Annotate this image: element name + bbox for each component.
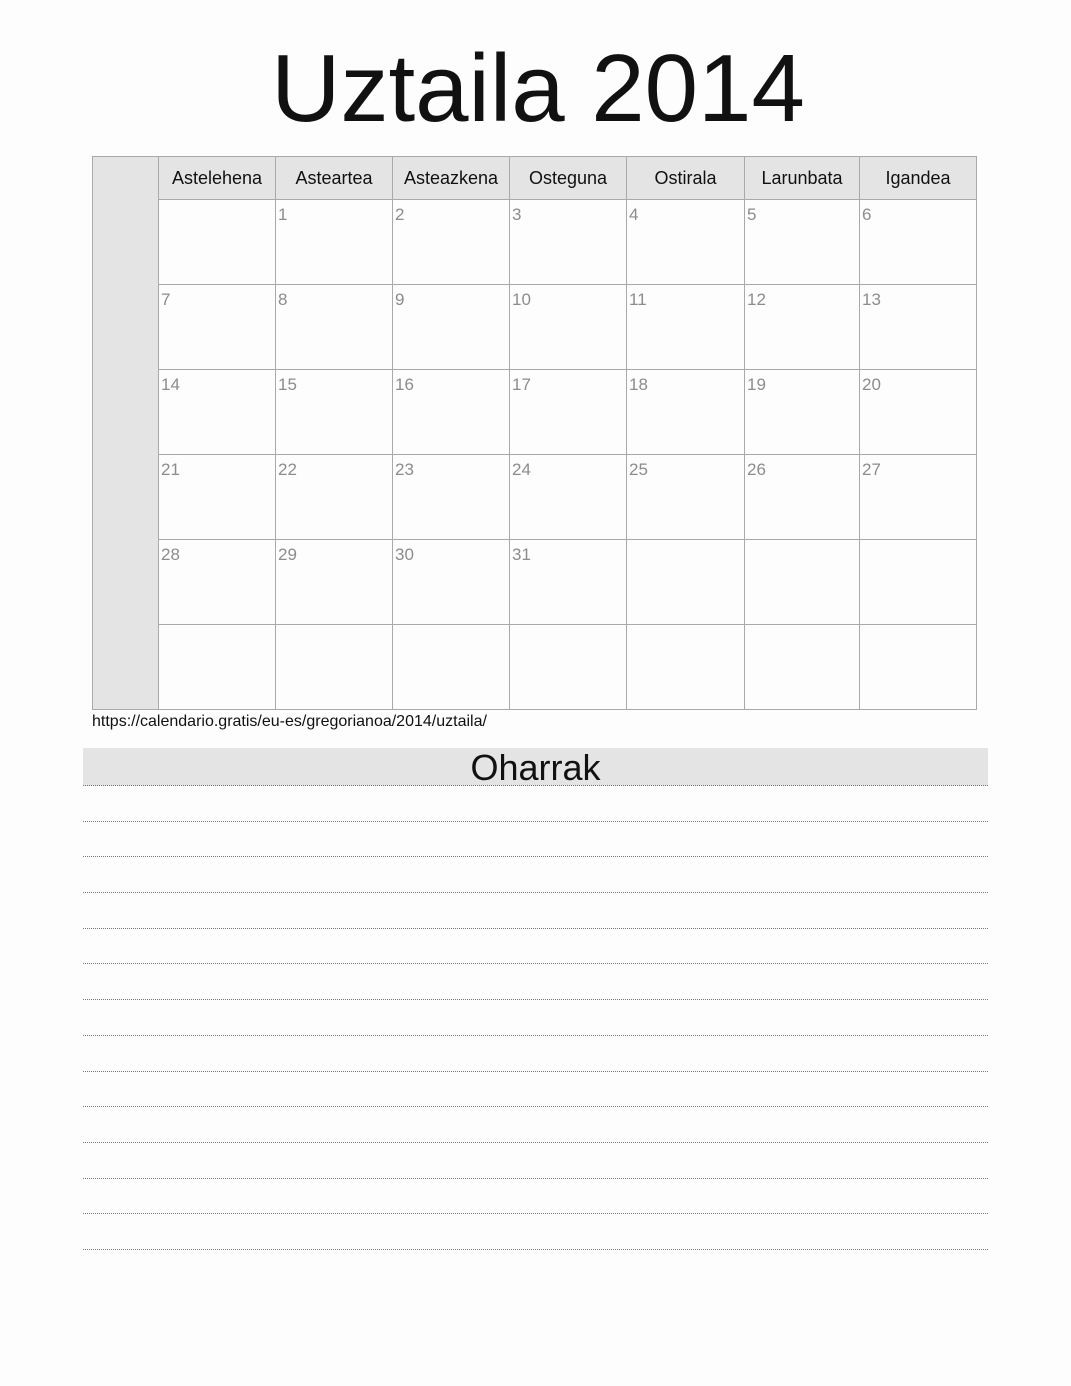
day-cell[interactable] [860, 370, 976, 454]
day-cell[interactable] [860, 200, 976, 284]
day-number: 12 [747, 290, 766, 309]
day-number: 24 [512, 460, 531, 479]
day-cell[interactable] [159, 540, 276, 624]
note-line[interactable] [83, 1000, 988, 1036]
note-line[interactable] [83, 929, 988, 965]
day-number: 30 [395, 545, 414, 564]
day-number: 27 [862, 460, 881, 479]
note-line[interactable] [83, 822, 988, 858]
note-line[interactable] [83, 1072, 988, 1108]
day-cell[interactable] [510, 370, 627, 454]
day-cell[interactable] [159, 285, 276, 369]
day-cell[interactable] [860, 285, 976, 369]
weekday-header: Ostirala [627, 157, 745, 199]
note-line[interactable] [83, 1179, 988, 1215]
day-number: 28 [161, 545, 180, 564]
notes-lines [83, 786, 988, 1250]
day-number: 7 [161, 290, 171, 309]
week-row [159, 455, 976, 540]
day-cell[interactable] [627, 540, 745, 624]
day-cell[interactable] [745, 455, 860, 539]
day-number: 19 [747, 375, 766, 394]
day-cell[interactable] [745, 625, 860, 709]
day-number: 4 [629, 205, 639, 224]
note-line[interactable] [83, 857, 988, 893]
day-cell[interactable] [393, 200, 510, 284]
day-cell[interactable] [745, 200, 860, 284]
day-cell[interactable] [393, 540, 510, 624]
note-line[interactable] [83, 786, 988, 822]
day-number: 15 [278, 375, 297, 394]
week-row [159, 200, 976, 285]
day-cell[interactable] [860, 540, 976, 624]
day-number: 23 [395, 460, 414, 479]
day-cell[interactable] [393, 285, 510, 369]
day-cell[interactable] [745, 370, 860, 454]
week-row [159, 285, 976, 370]
week-row [159, 540, 976, 625]
day-number: 17 [512, 375, 531, 394]
day-number: 16 [395, 375, 414, 394]
day-number: 5 [747, 205, 757, 224]
day-number: 18 [629, 375, 648, 394]
day-number: 29 [278, 545, 297, 564]
note-line[interactable] [83, 964, 988, 1000]
source-url-link[interactable]: https://calendario.gratis/eu-es/gregorianoa/2014/uztaila/ [92, 713, 487, 730]
day-number: 2 [395, 205, 405, 224]
day-cell[interactable] [510, 200, 627, 284]
day-number: 3 [512, 205, 522, 224]
day-cell[interactable] [276, 285, 393, 369]
day-cell[interactable] [745, 540, 860, 624]
day-number: 14 [161, 375, 180, 394]
day-number: 25 [629, 460, 648, 479]
week-row [159, 370, 976, 455]
day-cell[interactable] [159, 200, 276, 284]
day-cell[interactable] [510, 285, 627, 369]
weekday-header: Larunbata [745, 157, 860, 199]
weekday-header-row [159, 157, 976, 200]
day-cell[interactable] [860, 625, 976, 709]
note-line[interactable] [83, 1036, 988, 1072]
day-cell[interactable] [276, 200, 393, 284]
day-cell[interactable] [276, 370, 393, 454]
day-cell[interactable] [627, 200, 745, 284]
week-row [159, 625, 976, 709]
calendar-weeks [159, 200, 976, 709]
day-cell[interactable] [159, 625, 276, 709]
day-cell[interactable] [860, 455, 976, 539]
day-cell[interactable] [627, 455, 745, 539]
day-number: 13 [862, 290, 881, 309]
note-line[interactable] [83, 893, 988, 929]
weekday-header: Igandea [885, 168, 951, 188]
day-cell[interactable] [159, 455, 276, 539]
month-calendar-grid [92, 156, 977, 710]
note-line[interactable] [83, 1143, 988, 1179]
day-number: 9 [395, 290, 405, 309]
note-line[interactable] [83, 1107, 988, 1143]
note-line[interactable] [83, 1214, 988, 1250]
day-cell[interactable] [276, 625, 393, 709]
weekday-header: Asteartea [276, 157, 393, 199]
day-cell[interactable] [276, 540, 393, 624]
day-cell[interactable] [627, 625, 745, 709]
day-cell[interactable] [159, 370, 276, 454]
weekday-header: Astelehena [159, 157, 276, 199]
day-cell[interactable] [276, 455, 393, 539]
day-cell[interactable] [510, 540, 627, 624]
page-title: Uztaila 2014 [271, 35, 805, 142]
day-number: 11 [629, 290, 647, 309]
day-number: 8 [278, 290, 288, 309]
day-cell[interactable] [393, 370, 510, 454]
week-number-column [93, 157, 159, 709]
day-number: 10 [512, 290, 531, 309]
day-number: 31 [512, 545, 531, 564]
weekday-header: Asteazkena [393, 157, 510, 199]
weekday-header: Osteguna [510, 157, 627, 199]
day-number: 26 [747, 460, 766, 479]
day-number: 6 [862, 205, 872, 224]
notes-title: Oharrak [83, 748, 988, 786]
day-number: 21 [161, 460, 180, 479]
day-number: 20 [862, 375, 881, 394]
day-cell[interactable] [393, 625, 510, 709]
day-number: 1 [278, 205, 288, 224]
day-cell[interactable] [510, 625, 627, 709]
day-cell[interactable] [745, 285, 860, 369]
day-cell[interactable] [510, 455, 627, 539]
day-cell[interactable] [393, 455, 510, 539]
day-number: 22 [278, 460, 297, 479]
day-cell[interactable] [627, 370, 745, 454]
day-cell[interactable] [627, 285, 745, 369]
